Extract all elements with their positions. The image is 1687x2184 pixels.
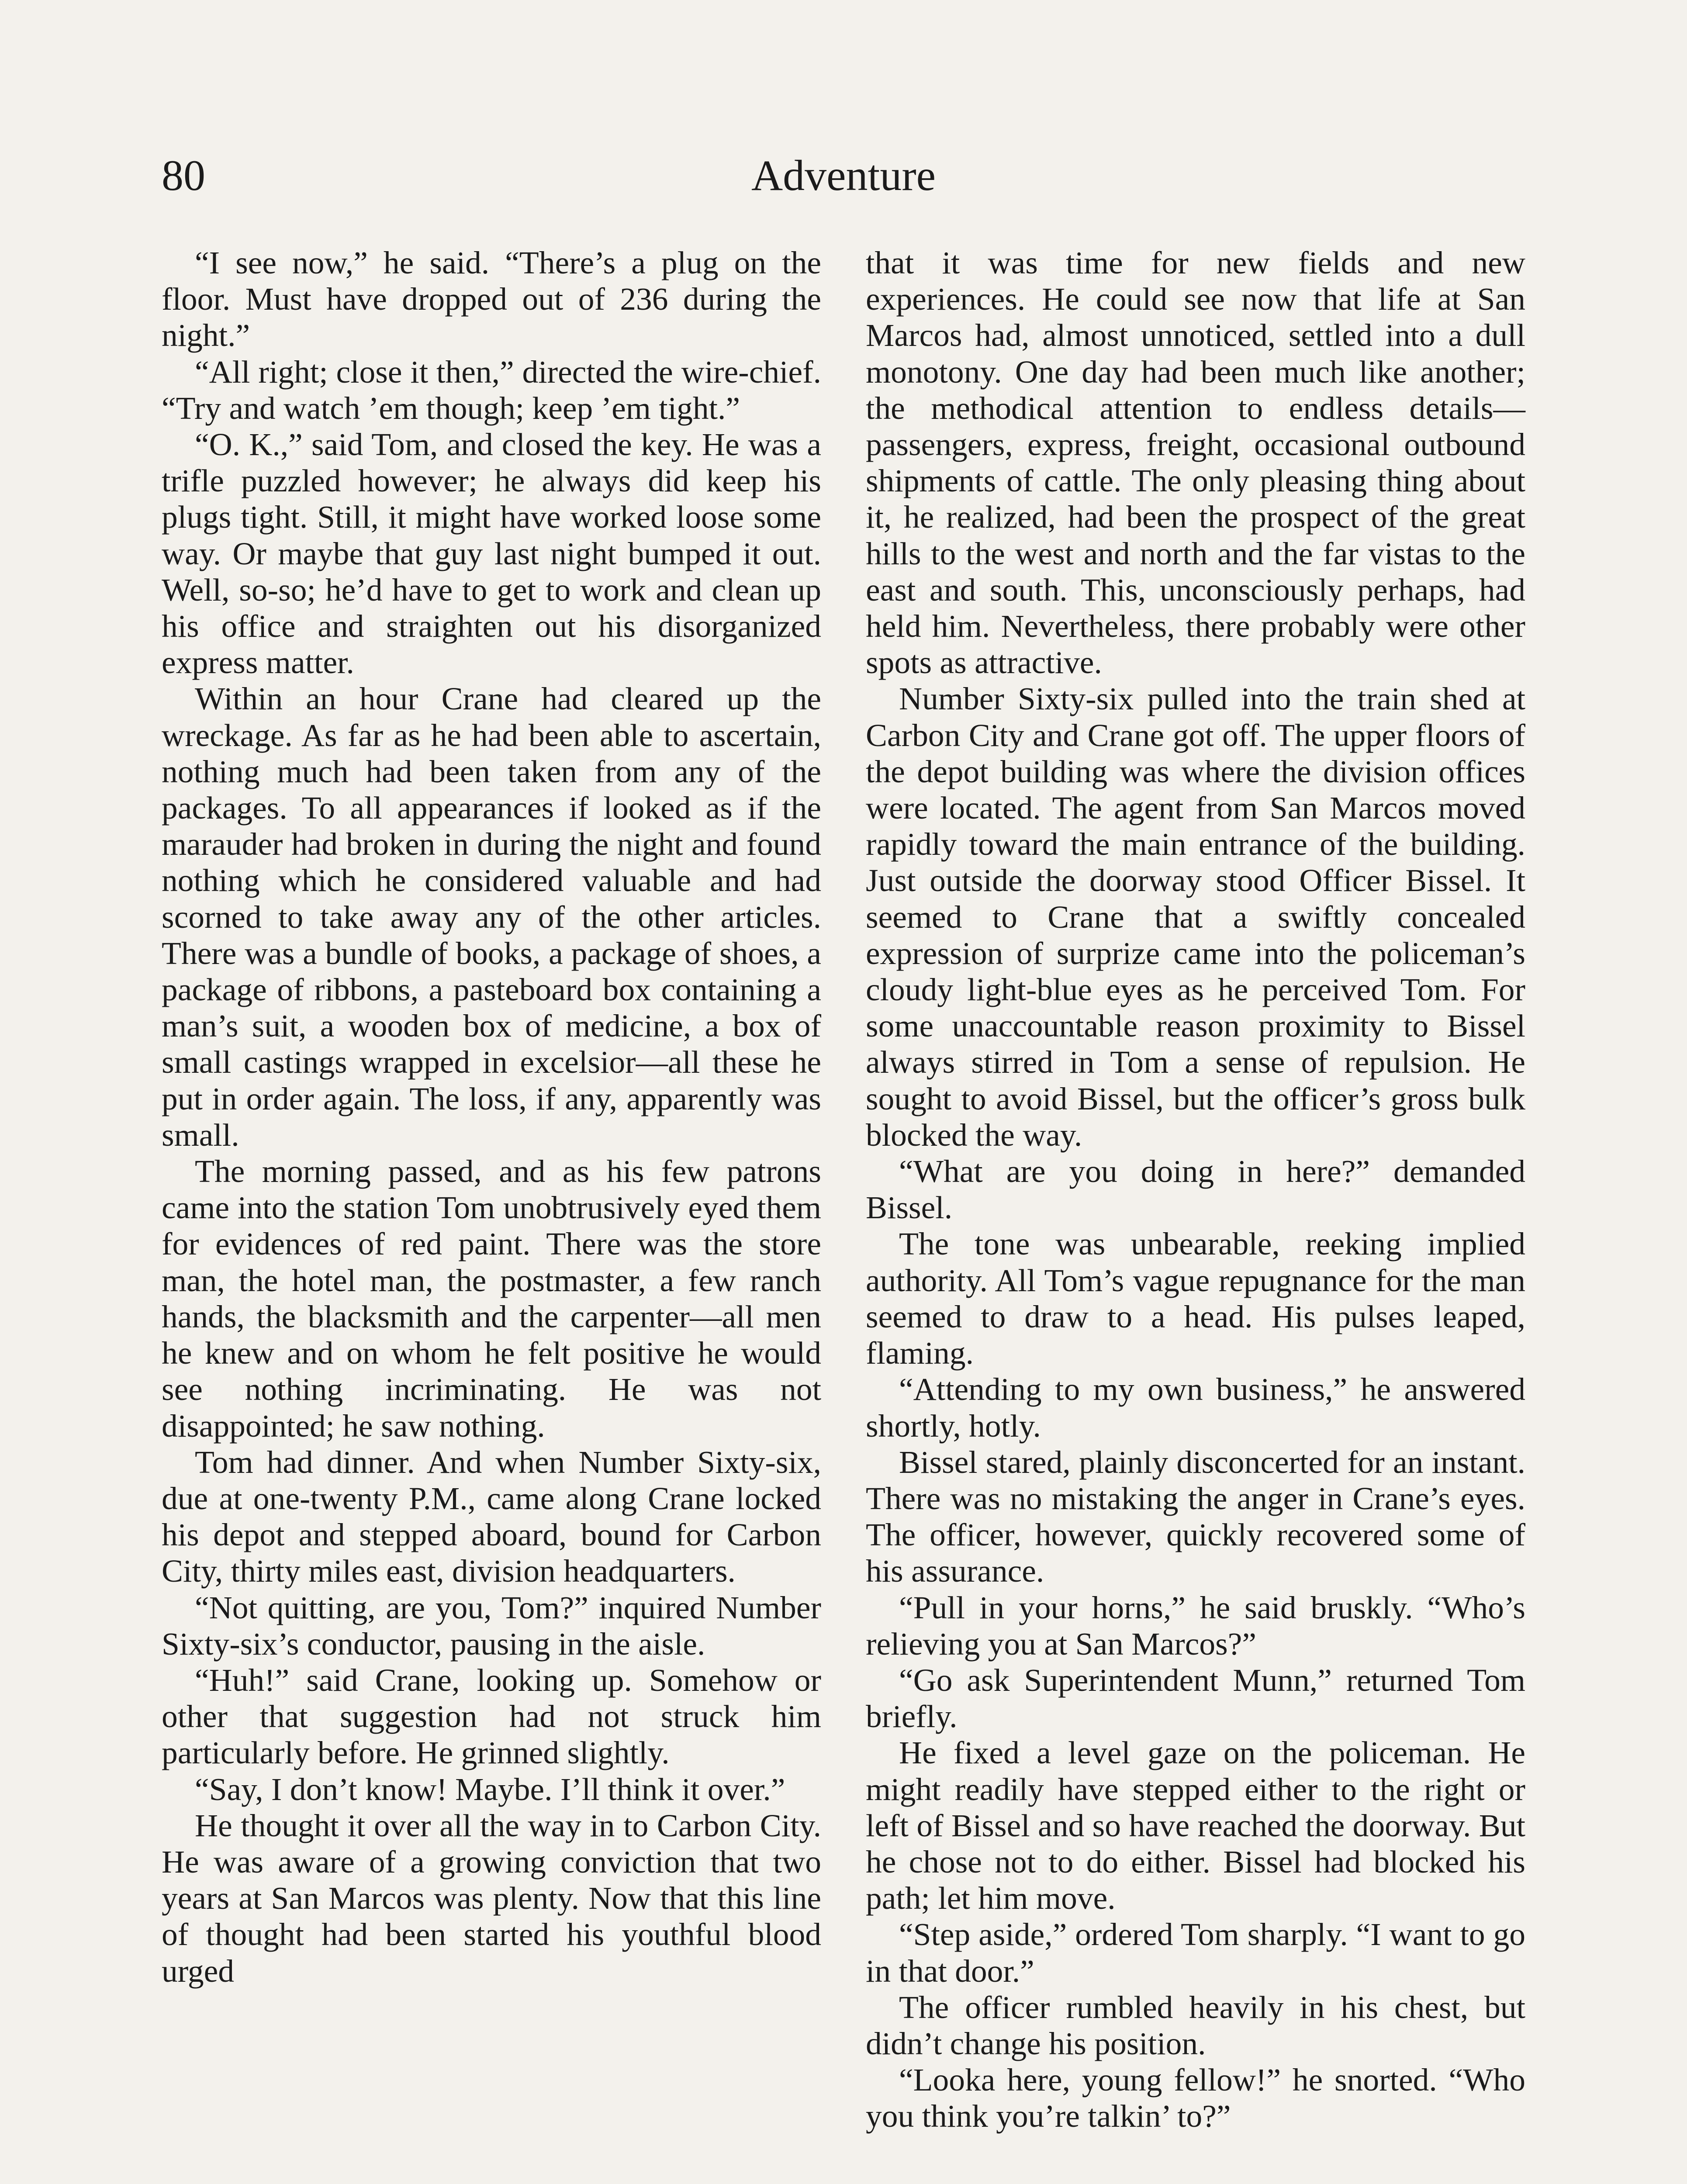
- paragraph: “Say, I don’t know! Maybe. I’ll think it over.”: [195, 1771, 785, 1807]
- paragraph: “Huh!” said Crane, looking up. Somehow or other that suggestion had not struck him particularly before. He grinned slightly.: [162, 1662, 821, 1771]
- paragraph: Bissel stared, plainly disconcerted for an instant. There was no mistaking the anger in Crane’s eyes. The officer, however, quickly recovered some of his assurance.: [866, 1444, 1525, 1589]
- running-head: Adventure: [751, 151, 936, 200]
- paragraph: “Go ask Superintendent Munn,” returned Tom briefly.: [866, 1662, 1525, 1735]
- paragraph: “I see now,” he said. “There’s a plug on the floor. Must have dropped out of 236 during the night.”: [162, 245, 821, 353]
- left-column: [162, 245, 821, 1989]
- paragraph: “Step aside,” ordered Tom sharply. “I want to go in that door.”: [866, 1917, 1525, 1989]
- paragraph: He fixed a level gaze on the policeman. He might readily have stepped either to the right or left of Bissel and so have reached the doorway. But he chose not to do either. Bissel had blocked his path; let him move.: [866, 1735, 1525, 1916]
- paragraph: He thought it over all the way in to Carbon City. He was aware of a growing conviction that two years at San Marcos was plenty. Now that this line of thought had been started his youthful blood urged: [162, 1807, 821, 1989]
- paragraph: The tone was unbearable, reeking implied authority. All Tom’s vague repugnance for the man seemed to draw to a head. His pulses leaped, flaming.: [866, 1226, 1525, 1371]
- paragraph: “O. K.,” said Tom, and closed the key. He was a trifle puzzled however; he always did keep his plugs tight. Still, it might have worked loose some way. Or maybe that guy last night bumped it out. Well, so-so; he’d have to get to work and clean up his office and straighten out his disorganized express matter.: [162, 427, 821, 681]
- paragraph: “All right; close it then,” directed the wire-chief. “Try and watch ’em though; keep ’em tight.”: [162, 354, 821, 426]
- paragraph: Number Sixty-six pulled into the train shed at Carbon City and Crane got off. The upper floors of the depot building was where the division offices were located. The agent from San Marcos moved rapidly toward the main entrance of the building. Just outside the doorway stood Officer Bissel. It seemed to Crane that a swiftly concealed expression of surprize came into the policeman’s cloudy light-blue eyes as he perceived Tom. For some unaccountable reason proximity to Bissel always stirred in Tom a sense of repulsion. He sought to avoid Bissel, but the officer’s gross bulk blocked the way.: [866, 681, 1525, 1153]
- right-column: [866, 245, 1525, 2135]
- page-number: 80: [162, 151, 205, 200]
- paragraph: Within an hour Crane had cleared up the wreckage. As far as he had been able to ascertain, nothing much had been taken from any of the packages. To all appearances if looked as if the marauder had broken in during the night and found nothing which he considered valuable and had scorned to take away any of the other articles. There was a bundle of books, a package of shoes, a package of ribbons, a pasteboard box containing a man’s suit, a wooden box of medicine, a box of small castings wrapped in excelsior—all these he put in order again. The loss, if any, apparently was small.: [162, 681, 821, 1153]
- paragraph: “Attending to my own business,” he answered shortly, hotly.: [866, 1372, 1525, 1444]
- paragraph: The officer rumbled heavily in his chest, but didn’t change his position.: [866, 1989, 1525, 2061]
- paragraph: Tom had dinner. And when Number Sixty-six, due at one-twenty P.M., came along Crane locked his depot and stepped aboard, bound for Carbon City, thirty miles east, division headquarters.: [162, 1444, 821, 1589]
- paragraph: “Looka here, young fellow!” he snorted. “Who you think you’re talkin’ to?”: [866, 2062, 1525, 2134]
- paragraph: “What are you doing in here?” demanded Bissel.: [866, 1154, 1525, 1226]
- paragraph: “Not quitting, are you, Tom?” inquired Number Sixty-six’s conductor, pausing in the aisle.: [162, 1590, 821, 1662]
- paragraph-continuation: that it was time for new fields and new experiences. He could see now that life at San Marcos had, almost unnoticed, settled into a dull monotony. One day had been much like another; the methodical attention to endless details—passengers, express, freight, occasional outbound shipments of cattle. The only pleasing thing about it, he realized, had been the prospect of the great hills to the west and north and the far vistas to the east and south. This, unconsciously perhaps, had held him. Nevertheless, there probably were other spots as attractive.: [866, 245, 1525, 681]
- paragraph: “Pull in your horns,” he said bruskly. “Who’s relieving you at San Marcos?”: [866, 1590, 1525, 1662]
- paragraph: The morning passed, and as his few patrons came into the station Tom unobtrusively eyed them for evidences of red paint. There was the store man, the hotel man, the postmaster, a few ranch hands, the blacksmith and the carpenter—all men he knew and on whom he felt positive he would see nothing incriminating. He was not disappointed; he saw nothing.: [162, 1154, 821, 1444]
